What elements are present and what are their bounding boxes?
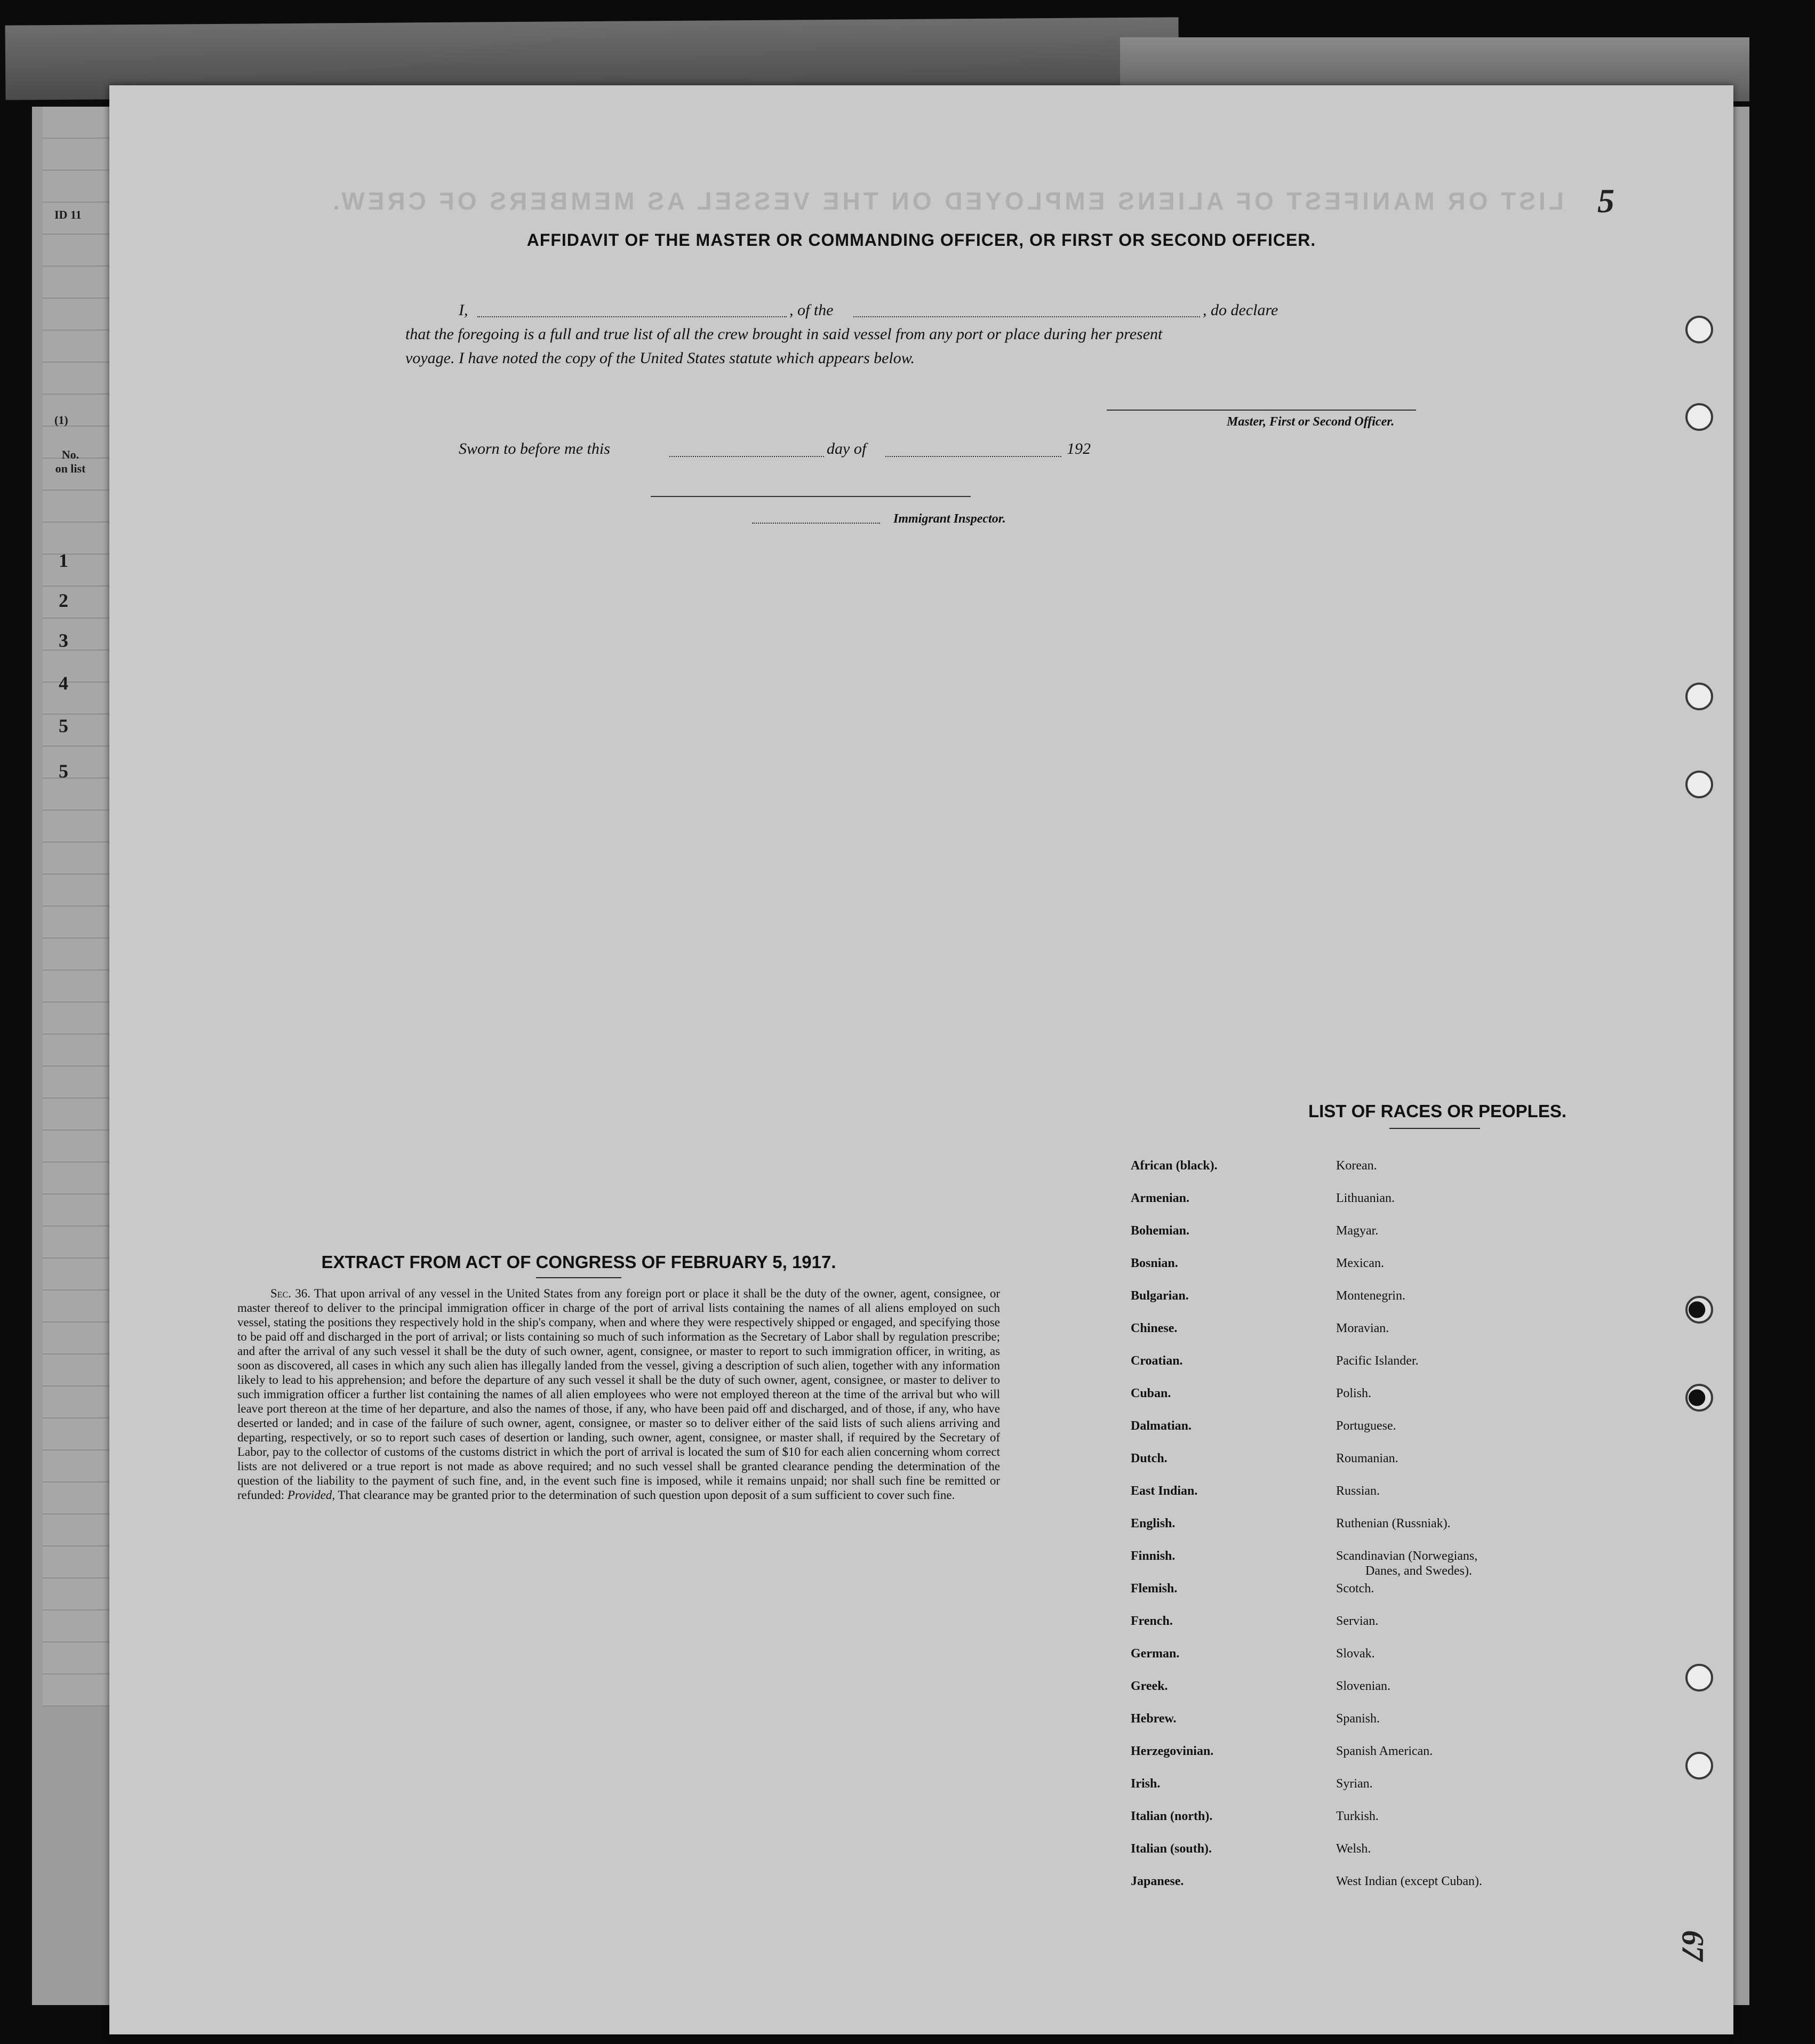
handwritten-page-mark: 5	[1597, 182, 1614, 220]
underlying-row-number: 5	[59, 715, 68, 736]
underlying-row-number: 1	[59, 550, 68, 571]
race-entry: Slovenian.	[1336, 1679, 1390, 1693]
punch-hole	[1685, 771, 1713, 798]
affidavit-title: AFFIDAVIT OF THE MASTER OR COMMANDING OFFICER, OR FIRST OR SECOND OFFICER.	[526, 230, 1316, 250]
underlying-row-number: 2	[59, 590, 68, 611]
year-prefix: 192	[1067, 440, 1091, 458]
affidavit-do-declare: , do declare	[1203, 301, 1278, 319]
race-entry: Bohemian.	[1131, 1224, 1190, 1238]
race-entry: Italian (south).	[1131, 1842, 1212, 1856]
races-title: LIST OF RACES OR PEOPLES.	[1308, 1101, 1567, 1121]
race-entry: Hebrew.	[1131, 1712, 1177, 1726]
section-body: That upon arrival of any vessel in the United States from any foreign port or place it shall be the duty of the owner, agent, consignee, or master thereof to deliver to the principal immigration officer in charge of the port of arrival lists containing the names of all aliens employed on such vessel, stating the positions they respectively hold in the ship's company, when and where they were respectively shipped or engaged, and specifying those to be paid off and discharged in the port of arrival; or lists containing so much of such information as the Secretary of Labor shall by regulation prescribe; and after the arrival of any such vessel it shall be the duty of such owner, agent, consignee, or master to report to such immigration officer, in writing, as soon as discovered, all cases in which any such alien has illegally landed from the vessel, giving a description of such alien, together with any information likely to lead to his apprehension; and before the departure of any such vessel it shall be the duty of such owner, agent, consignee, or master to deliver to such immigration officer a further list containing the names of all alien employees who were not employed thereon at the time of the arrival but who will leave port thereon at the time of her departure, and also the names of those, if any, who have been paid off and discharged, and of those, if any, who have deserted or landed; and in case of the failure of such owner, agent, consignee, or master so to deliver either of the said lists of such aliens arriving and departing, respectively, or so to report such cases of desertion or landing, such owner, agent, consignee, or master shall, if required by the Secretary of Labor, pay to the collector of customs of the customs district in which the port of arrival is located the sum of $10 for each alien concerning whom correct lists are not delivered or a true report is not made as above required; and no such vessel shall be granted clearance pending the determination of the question of the liability to the payment of such fine, and, in the event such fine is imposed, while it remains unpaid; nor shall such fine be remitted or refunded:	[237, 1287, 1000, 1502]
underlying-row-number: 4	[59, 672, 68, 694]
race-entry: Danes, and Swedes).	[1365, 1564, 1472, 1578]
race-entry: Spanish.	[1336, 1712, 1380, 1726]
race-entry: German.	[1131, 1647, 1180, 1661]
race-entry: Slovak.	[1336, 1647, 1375, 1661]
inspector-caption: Immigrant Inspector.	[893, 512, 1006, 526]
section-body-end: That clearance may be granted prior to the determination of such question upon deposit of a sum sufficient to cover such fine.	[338, 1488, 955, 1502]
manifest-back-page	[109, 85, 1733, 2034]
race-entry: Korean.	[1336, 1159, 1377, 1173]
officer-name-field[interactable]	[477, 316, 787, 317]
race-entry: Pacific Islander.	[1336, 1354, 1419, 1368]
race-entry: Croatian.	[1131, 1354, 1183, 1368]
race-entry: Turkish.	[1336, 1809, 1379, 1823]
underlying-id-label: ID 11	[54, 208, 82, 221]
section-label: Sec. 36.	[270, 1287, 310, 1300]
race-entry: Portuguese.	[1336, 1419, 1396, 1433]
race-entry: Polish.	[1336, 1386, 1372, 1400]
underlying-row-number: 5	[59, 760, 68, 782]
affidavit-i-label: I,	[459, 301, 468, 319]
handwritten-page-number: 67	[1675, 1930, 1710, 1961]
race-entry: Finnish.	[1131, 1549, 1176, 1563]
inspector-dotted-leader	[752, 523, 880, 524]
race-entry: Servian.	[1336, 1614, 1379, 1628]
race-entry: West Indian (except Cuban).	[1336, 1874, 1482, 1888]
race-entry: Montenegrin.	[1336, 1289, 1405, 1303]
extract-title: EXTRACT FROM ACT OF CONGRESS OF FEBRUARY 5, 1917.	[321, 1252, 836, 1272]
extract-title-rule	[536, 1277, 621, 1278]
extract-section-36-text	[237, 1286, 1000, 1502]
races-title-rule	[1389, 1128, 1480, 1129]
affidavit-of-the-label: , of the	[789, 301, 834, 319]
provided-label: Provided,	[287, 1488, 335, 1502]
race-entry: Spanish American.	[1336, 1744, 1433, 1758]
race-entry: Syrian.	[1336, 1777, 1373, 1791]
race-entry: Scotch.	[1336, 1582, 1374, 1596]
affidavit-line-3: voyage. I have noted the copy of the United States statute which appears below.	[405, 349, 915, 367]
race-entry: Chinese.	[1131, 1321, 1178, 1335]
race-entry: African (black).	[1131, 1159, 1218, 1173]
underlying-row-number: 3	[59, 630, 68, 651]
race-entry: East Indian.	[1131, 1484, 1198, 1498]
race-entry: Bulgarian.	[1131, 1289, 1189, 1303]
punch-hole	[1685, 1752, 1713, 1780]
race-entry: Dutch.	[1131, 1452, 1168, 1465]
race-entry: Scandinavian (Norwegians,	[1336, 1549, 1478, 1563]
race-entry: Irish.	[1131, 1777, 1161, 1791]
underlying-sheet-number-column	[43, 107, 112, 1706]
master-signature-line[interactable]	[1107, 410, 1416, 411]
underlying-no-on-list-label: No. on list	[55, 448, 86, 475]
vessel-name-field[interactable]	[853, 316, 1200, 317]
punch-hole	[1685, 1384, 1713, 1412]
race-entry: Roumanian.	[1336, 1452, 1398, 1465]
punch-hole	[1685, 316, 1713, 343]
punch-hole	[1685, 683, 1713, 710]
race-entry: Italian (north).	[1131, 1809, 1213, 1823]
race-entry: Flemish.	[1131, 1582, 1178, 1596]
punch-hole	[1685, 1664, 1713, 1692]
punch-hole	[1685, 403, 1713, 431]
race-entry: Japanese.	[1131, 1874, 1184, 1888]
sworn-month-field[interactable]	[885, 456, 1061, 457]
race-entry: Bosnian.	[1131, 1256, 1178, 1270]
race-entry: Cuban.	[1131, 1386, 1171, 1400]
race-entry: French.	[1131, 1614, 1173, 1628]
day-of-label: day of	[827, 440, 867, 458]
underlying-column-label: (1)	[54, 413, 68, 427]
race-entry: Lithuanian.	[1336, 1191, 1395, 1205]
inspector-signature-line[interactable]	[651, 496, 971, 497]
punch-hole	[1685, 1296, 1713, 1324]
affidavit-line-2: that the foregoing is a full and true list of all the crew brought in said vessel from any port or place during her present	[405, 325, 1163, 343]
race-entry: Russian.	[1336, 1484, 1380, 1498]
bleed-through-header: LIST OR MANIFEST OF ALIENS EMPLOYED ON THE VESSEL AS MEMBERS OF CREW.	[330, 187, 1564, 215]
sworn-day-field[interactable]	[669, 456, 824, 457]
race-entry: Ruthenian (Russniak).	[1336, 1517, 1451, 1530]
race-entry: Armenian.	[1131, 1191, 1189, 1205]
race-entry: Greek.	[1131, 1679, 1168, 1693]
race-entry: English.	[1131, 1517, 1176, 1530]
race-entry: Herzegovinian.	[1131, 1744, 1214, 1758]
race-entry: Moravian.	[1336, 1321, 1389, 1335]
race-entry: Magyar.	[1336, 1224, 1379, 1238]
master-signature-caption: Master, First or Second Officer.	[1227, 415, 1395, 429]
race-entry: Welsh.	[1336, 1842, 1371, 1856]
race-entry: Mexican.	[1336, 1256, 1384, 1270]
sworn-label: Sworn to before me this	[459, 440, 610, 458]
race-entry: Dalmatian.	[1131, 1419, 1192, 1433]
